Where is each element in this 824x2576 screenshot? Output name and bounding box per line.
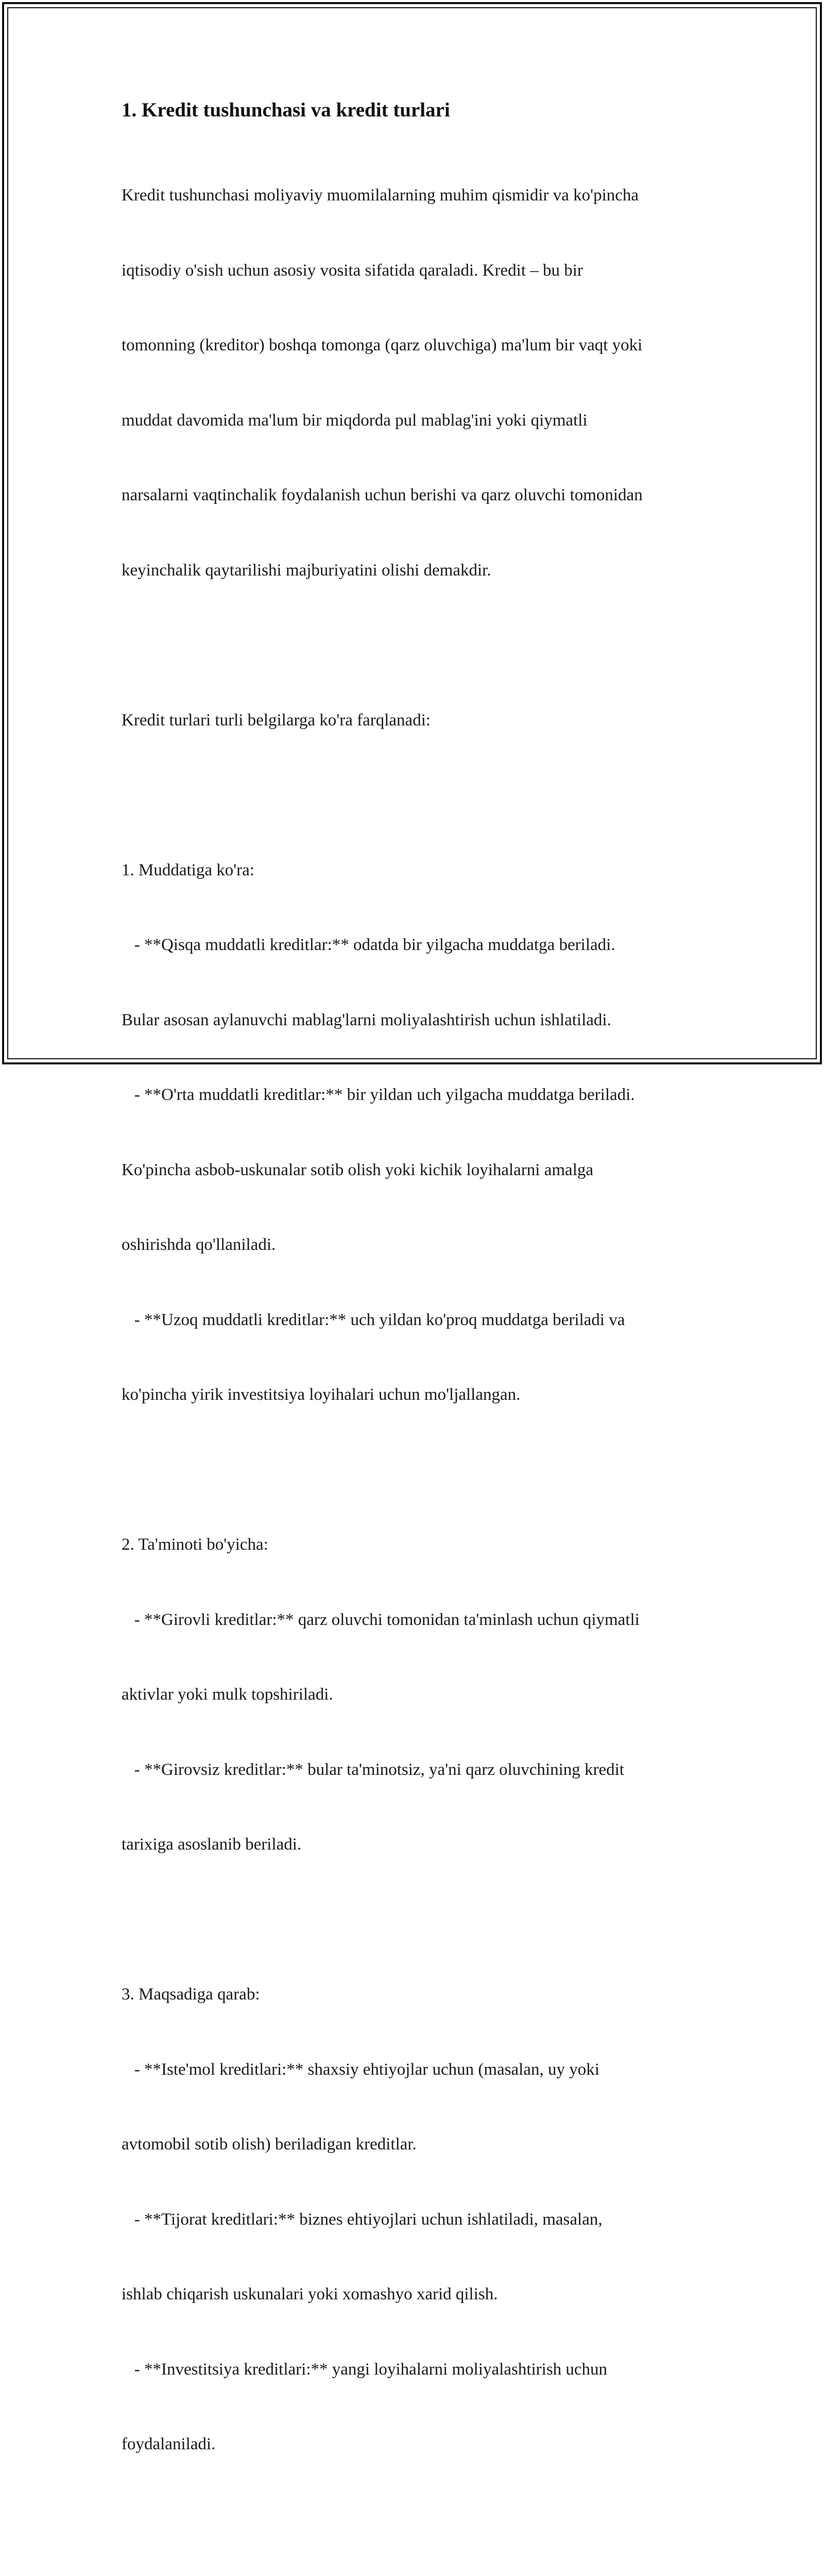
text-line: ko'pincha yirik investitsiya loyihalari uchun mo'ljallangan. — [122, 1385, 521, 1404]
text-line: tomonning (kreditor) boshqa tomonga (qarz oluvchiga) ma'lum bir vaqt yoki — [122, 336, 643, 354]
text-line: avtomobil sotib olish) beriladigan kreditlar. — [122, 2135, 417, 2154]
text-line: 3. Maqsadiga qarab: — [122, 1985, 260, 2004]
text-line: - **Iste'mol kreditlari:** shaxsiy ehtiyojlar uchun (masalan, uy yoki — [122, 2060, 599, 2079]
text-line: - **Investitsiya kreditlari:** yangi loyihalarni moliyalashtirish uchun — [122, 2360, 608, 2379]
text-line: 2. Ta'minoti bo'yicha: — [122, 1535, 268, 1554]
text-line: muddat davomida ma'lum bir miqdorda pul mablag'ini yoki qiymatli — [122, 411, 588, 430]
text-line: narsalarni vaqtinchalik foydalanish uchun berishi va qarz oluvchi tomonidan — [122, 486, 643, 504]
text-line: 1. Muddatiga ko'ra: — [122, 860, 254, 879]
text-line: Kredit turlari turli belgilarga ko'ra farqlanadi: — [122, 710, 431, 730]
text-line: Kredit tushunchasi moliyaviy muomilalarning muhim qismidir va ko'pincha — [122, 186, 639, 205]
text-line: tarixiga asoslanib beriladi. — [122, 1835, 302, 1854]
text-line: foydalaniladi. — [122, 2435, 216, 2453]
purpose-section — [122, 1932, 729, 2507]
document-body — [122, 96, 729, 2576]
section-heading: 1. Kredit tushunchasi va kredit turlari — [122, 99, 450, 121]
text-line: - **Qisqa muddatli kreditlar:** odatda bir yilgacha muddatga beriladi. — [122, 936, 615, 954]
text-line: aktivlar yoki mulk topshiriladi. — [122, 1685, 333, 1704]
text-line: Bular asosan aylanuvchi mablag'larni moliyalashtirish uchun ishlatiladi. — [122, 1010, 611, 1029]
text-line: ishlab chiqarish uskunalari yoki xomashyo xarid qilish. — [122, 2285, 498, 2303]
types-intro-paragraph — [122, 658, 729, 783]
text-line: - **Uzoq muddatli kreditlar:** uch yildan ko'proq muddatga beriladi va — [122, 1310, 625, 1329]
collateral-section — [122, 1482, 729, 1907]
text-line: keyinchalik qaytarilishi majburiyatini olishi demakdir. — [122, 561, 491, 580]
text-line: oshirishda qo'llaniladi. — [122, 1235, 276, 1254]
text-line: - **Tijorat kreditlari:** biznes ehtiyojlari uchun ishlatiladi, masalan, — [122, 2210, 603, 2229]
text-line: - **Girovli kreditlar:** qarz oluvchi tomonidan ta'minlash uchun qiymatli — [122, 1610, 640, 1629]
text-line: Ko'pincha asbob-uskunalar sotib olish yoki kichik loyihalarni amalga — [122, 1160, 594, 1179]
interest-rate-section — [122, 2532, 729, 2576]
text-line: - **Girovsiz kreditlar:** bular ta'minotsiz, ya'ni qarz oluvchining kredit — [122, 1760, 624, 1779]
intro-paragraph — [122, 133, 729, 633]
term-section — [122, 808, 729, 1458]
text-line: - **O'rta muddatli kreditlar:** bir yildan uch yilgacha muddatga beriladi. — [122, 1086, 635, 1104]
text-line: iqtisodiy o'sish uchun asosiy vosita sifatida qaraladi. Kredit – bu bir — [122, 261, 583, 280]
